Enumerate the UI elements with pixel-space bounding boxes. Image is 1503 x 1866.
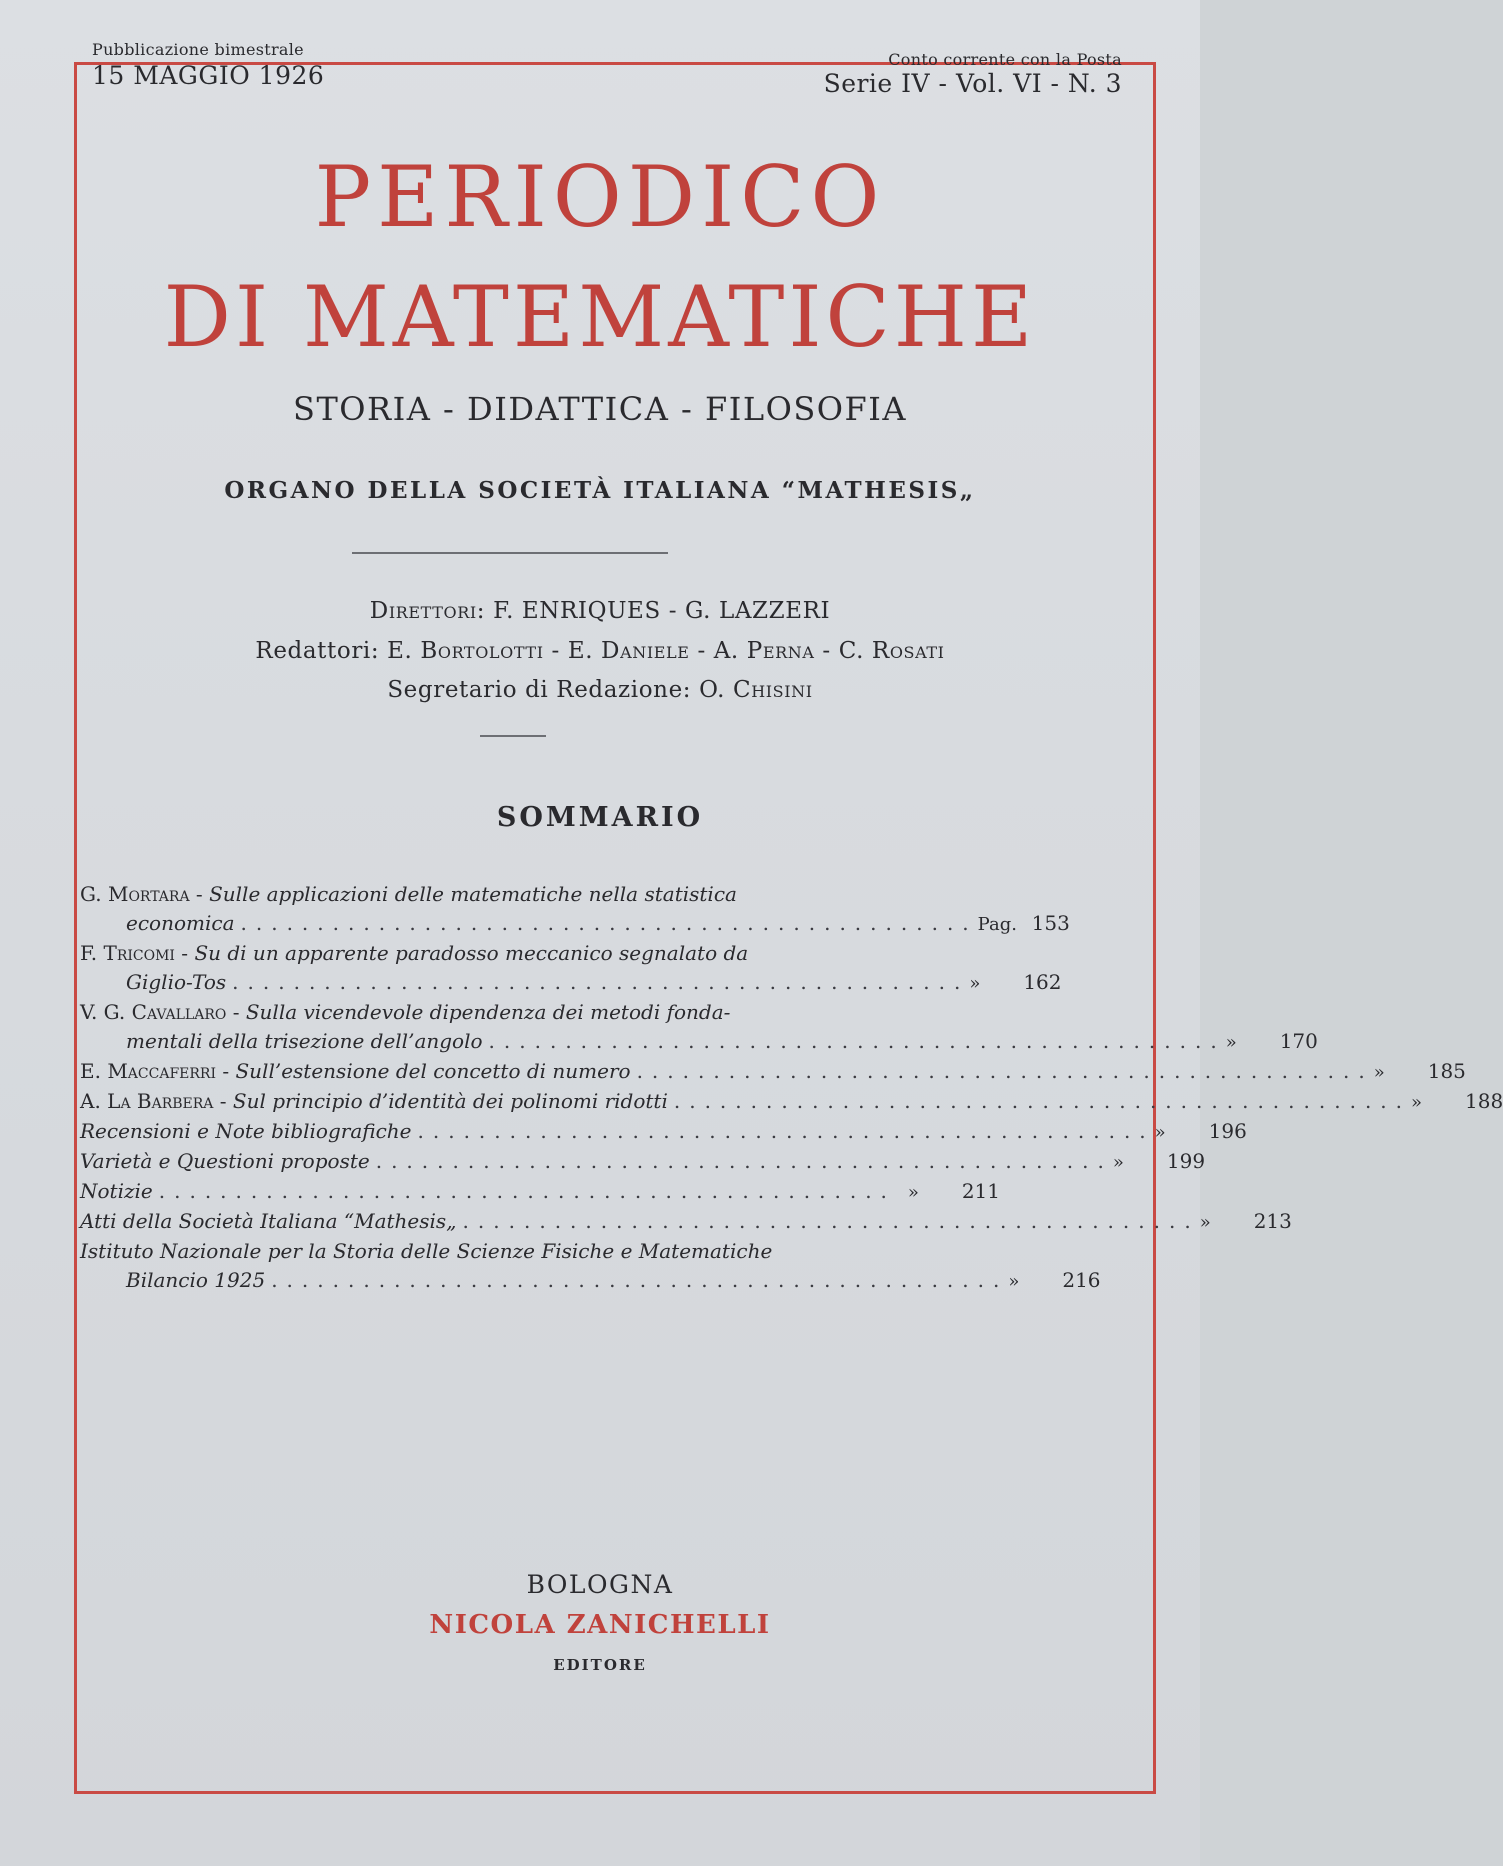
toc-page: 153: [1031, 911, 1070, 935]
divider: [480, 735, 546, 737]
toc-title: Sulle applicazioni delle matematiche nella statistica: [209, 882, 737, 906]
toc-entry: Recensioni e Note bibliografiche ................................................ » 196: [80, 1117, 1000, 1147]
toc-entry: Varietà e Questioni proposte ................................................ » 199: [80, 1147, 1000, 1177]
toc-title: Sull’estensione del concetto di numero: [235, 1059, 631, 1083]
toc-title: Recensioni e Note bibliografiche: [80, 1119, 412, 1143]
ditto-mark: »: [969, 973, 981, 994]
toc-page: 213: [1253, 1209, 1292, 1233]
divider: [352, 552, 668, 554]
journal-title-line2: DI MATEMATICHE: [163, 268, 1037, 366]
toc-title-cont: mentali della trisezione dell’angolo: [126, 1029, 483, 1053]
directors-line: [0, 598, 1200, 624]
toc-title: Sul principio d’identità dei polinomi ridotti: [232, 1089, 668, 1113]
directors-label: Direttori:: [369, 598, 486, 624]
toc-page: 185: [1427, 1059, 1466, 1083]
secretary-name: O. Chisini: [699, 677, 813, 703]
toc-entry: V. G. Cavallaro - Sulla vicendevole dipendenza dei metodi fonda- mentali della trisezione dell’angolo ................................................ » 170: [80, 998, 1000, 1057]
contents-heading: SOMMARIO: [496, 802, 704, 833]
toc-page: 188: [1465, 1089, 1503, 1113]
toc-title: Atti della Società Italiana “Mathesis„: [80, 1209, 457, 1233]
secretary-label: Segretario di Redazione:: [387, 677, 692, 703]
ditto-mark: »: [1373, 1062, 1385, 1083]
publisher-role: EDITORE: [553, 1656, 647, 1674]
publication-info: [92, 40, 324, 90]
publication-frequency: Pubblicazione bimestrale: [92, 40, 304, 59]
toc-author: G. Mortara: [80, 882, 190, 906]
toc-author: F. Tricomi: [80, 941, 175, 965]
secretary-line: [0, 677, 1200, 703]
toc-entry: Notizie ................................................ » 211: [80, 1177, 1000, 1207]
postal-account-note: Conto corrente con la Posta: [888, 50, 1122, 69]
issue-date: 15 MAGGIO 1926: [92, 61, 325, 90]
ditto-mark: »: [907, 1182, 919, 1203]
ditto-mark: »: [1154, 1122, 1166, 1143]
ditto-mark: »: [1199, 1212, 1211, 1233]
toc-title: Varietà e Questioni proposte: [80, 1149, 370, 1173]
toc-page: 170: [1279, 1029, 1318, 1053]
toc-title: Notizie: [80, 1179, 153, 1203]
toc-title: Sulla vicendevole dipendenza dei metodi fonda-: [245, 1000, 731, 1024]
toc-title: Su di un apparente paradosso meccanico segnalato da: [194, 941, 749, 965]
journal-organ: ORGANO DELLA SOCIETÀ ITALIANA “MATHESIS„: [224, 477, 976, 504]
publisher-city: BOLOGNA: [526, 1570, 674, 1599]
page-prefix: Pag.: [977, 914, 1017, 935]
table-of-contents: [80, 880, 1503, 1296]
toc-page: 199: [1166, 1149, 1206, 1173]
directors-names: F. ENRIQUES - G. LAZZERI: [493, 598, 831, 624]
toc-entry: A. La Barbera - Sul principio d’identità dei polinomi ridotti ................................................ » 188: [80, 1087, 1000, 1117]
toc-title: Istituto Nazionale per la Storia delle Scienze Fisiche e Matematiche: [80, 1239, 773, 1263]
toc-page: 216: [1062, 1268, 1101, 1292]
toc-entry: F. Tricomi - Su di un apparente paradosso meccanico segnalato da Giglio-Tos ................................................ » 162: [80, 939, 1000, 998]
editors-label: Redattori:: [255, 638, 380, 664]
toc-title-cont: Bilancio 1925: [126, 1268, 266, 1292]
toc-entry: Istituto Nazionale per la Storia delle Scienze Fisiche e Matematiche Bilancio 1925 ................................................ » 216: [80, 1237, 1000, 1296]
ditto-mark: »: [1008, 1271, 1020, 1292]
publisher-name: NICOLA ZANICHELLI: [429, 1610, 771, 1640]
toc-author: A. La Barbera: [80, 1089, 214, 1113]
toc-author: V. G. Cavallaro: [80, 1000, 227, 1024]
ditto-mark: »: [1112, 1152, 1124, 1173]
toc-author: E. Maccaferri: [80, 1059, 216, 1083]
toc-page: 211: [961, 1179, 1000, 1203]
ditto-mark: »: [1411, 1092, 1423, 1113]
toc-page: 162: [1023, 970, 1062, 994]
toc-entry: G. Mortara - Sulle applicazioni delle matematiche nella statistica economica ................................................ Pag. 153: [80, 880, 1000, 939]
editors-line: [0, 638, 1200, 664]
toc-title-cont: Giglio-Tos: [126, 970, 227, 994]
toc-entry: E. Maccaferri - Sull’estensione del concetto di numero ................................................ » 185: [80, 1057, 1000, 1087]
series-info: [824, 50, 1122, 98]
ditto-mark: »: [1225, 1032, 1237, 1053]
journal-subtitle: STORIA - DIDATTICA - FILOSOFIA: [293, 390, 907, 428]
toc-entry: Atti della Società Italiana “Mathesis„ ................................................ » 213: [80, 1207, 1000, 1237]
journal-title-line1: PERIODICO: [314, 148, 886, 246]
toc-title-cont: economica: [126, 911, 235, 935]
series-volume-number: Serie IV - Vol. VI - N. 3: [823, 69, 1122, 98]
toc-page: 196: [1208, 1119, 1247, 1143]
editors-names: E. Bortolotti - E. Daniele - A. Perna - C. Rosati: [387, 638, 945, 664]
